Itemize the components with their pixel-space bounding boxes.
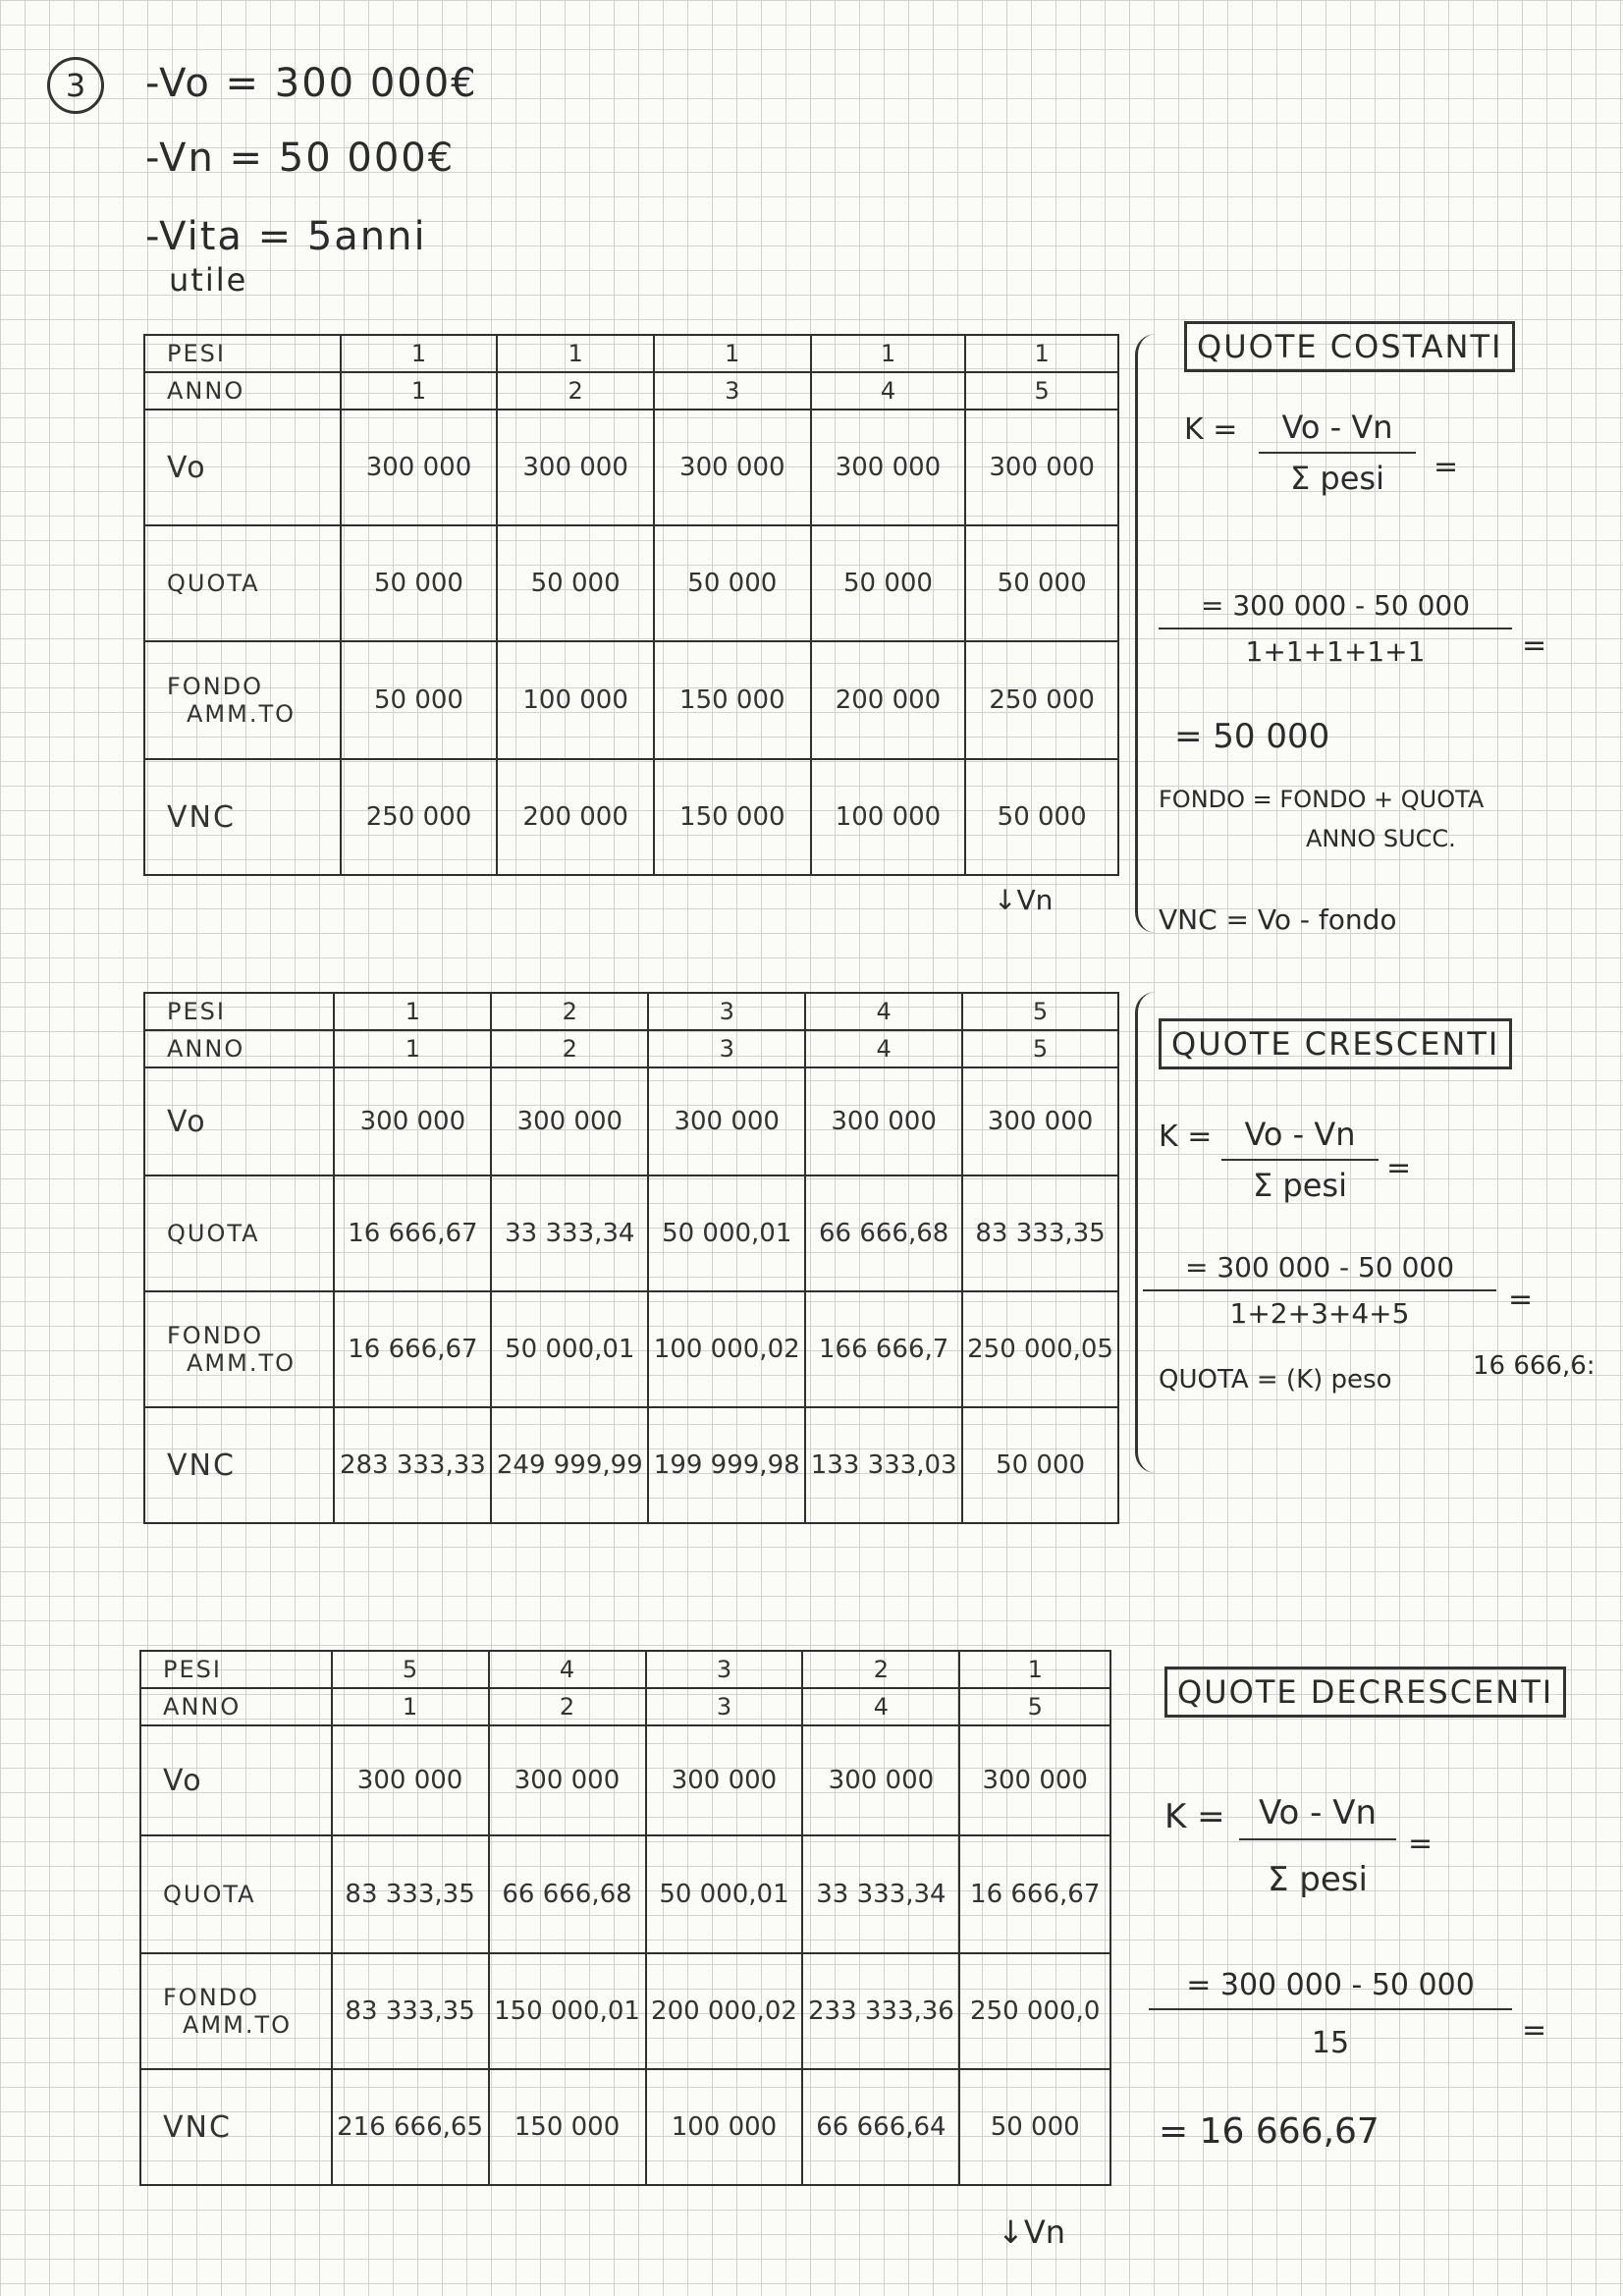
row-label <box>144 1291 334 1407</box>
title-crescenti <box>1159 1025 1512 1063</box>
k-denominator: Σ pesi <box>1253 1167 1347 1204</box>
row-pesi <box>140 1651 1110 1688</box>
fondo-label-2: AMM.TO <box>187 1349 297 1377</box>
cell: 1 <box>341 372 498 410</box>
row-label: ANNO <box>144 1030 334 1067</box>
k-eq: = <box>1434 450 1459 484</box>
row-pesi <box>144 335 1118 372</box>
cell: 1 <box>654 335 811 372</box>
table-quote-costanti <box>143 334 1119 876</box>
k-numerator: Vo - Vn <box>1244 1116 1356 1153</box>
sub-eq: = <box>1522 2013 1547 2048</box>
cell: 5 <box>959 1688 1110 1725</box>
sub-fraction <box>1159 589 1512 668</box>
cell: 1 <box>334 993 491 1030</box>
row-label: VNC <box>144 1407 334 1523</box>
arrow-label: Vn <box>1016 884 1054 916</box>
cell: 300 000 <box>654 410 811 525</box>
cell: 100 000,02 <box>648 1291 805 1407</box>
cell: 2 <box>489 1688 646 1725</box>
fraction-bar <box>1259 452 1416 454</box>
vn-given: -Vn = 50 000€ <box>145 136 456 181</box>
cell: 233 333,36 <box>802 1953 959 2069</box>
k-result: = 16 666,67 <box>1159 2111 1380 2152</box>
table-quote-crescenti <box>143 992 1119 1524</box>
cell: 50 000 <box>965 525 1118 641</box>
cell: 199 999,98 <box>648 1407 805 1523</box>
row-anno <box>144 1030 1118 1067</box>
cell: 300 000 <box>341 410 498 525</box>
row-fondo <box>144 641 1118 759</box>
fraction-bar <box>1239 1838 1396 1840</box>
cell: 50 000 <box>341 641 498 759</box>
note-fondo: FONDO = FONDO + QUOTA <box>1159 786 1485 813</box>
row-quota <box>144 1175 1118 1291</box>
row-label: VNC <box>140 2069 332 2185</box>
row-fondo <box>144 1291 1118 1407</box>
cell: 166 666,7 <box>805 1291 962 1407</box>
cell: 1 <box>959 1651 1110 1688</box>
fondo-label-2: AMM.TO <box>187 700 297 728</box>
cell: 50 000 <box>959 2069 1110 2185</box>
cell: 200 000 <box>497 759 654 875</box>
cell: 50 000 <box>962 1407 1118 1523</box>
cell: 250 000,05 <box>962 1291 1118 1407</box>
row-label: PESI <box>140 1651 332 1688</box>
cell: 300 000 <box>332 1725 489 1835</box>
row-v0 <box>144 1067 1118 1175</box>
cell: 2 <box>491 993 648 1030</box>
row-label: QUOTA <box>144 525 341 641</box>
cell: 50 000,01 <box>646 1835 803 1953</box>
cell: 50 000 <box>341 525 498 641</box>
down-arrow-icon: ↓ <box>994 884 1017 916</box>
arrow-vn-3 <box>998 2214 1065 2251</box>
cell: 50 000 <box>811 525 966 641</box>
cell: 4 <box>811 372 966 410</box>
cell: 133 333,03 <box>805 1407 962 1523</box>
cell: 300 000 <box>802 1725 959 1835</box>
k-fraction <box>1221 1116 1379 1204</box>
vita-given-2: utile <box>169 261 248 299</box>
fraction-bar <box>1159 628 1512 629</box>
cell: 1 <box>497 335 654 372</box>
arrow-label: Vn <box>1023 2214 1065 2251</box>
cell: 1 <box>334 1030 491 1067</box>
cell: 300 000 <box>491 1067 648 1175</box>
cell: 300 000 <box>805 1067 962 1175</box>
cell: 150 000 <box>654 641 811 759</box>
cell: 300 000 <box>811 410 966 525</box>
cell: 200 000,02 <box>646 1953 803 2069</box>
title-decrescenti-text: QUOTE DECRESCENTI <box>1164 1667 1566 1718</box>
arrow-vn-1 <box>994 884 1053 916</box>
cell: 100 000 <box>811 759 966 875</box>
cell: 4 <box>489 1651 646 1688</box>
row-anno <box>140 1688 1110 1725</box>
fondo-label-1: FONDO <box>163 1984 260 2011</box>
fondo-label-2: AMM.TO <box>183 2011 293 2039</box>
table-quote-decrescenti <box>139 1650 1111 2186</box>
cell: 2 <box>802 1651 959 1688</box>
row-v0 <box>140 1725 1110 1835</box>
cell: 5 <box>962 993 1118 1030</box>
cell: 5 <box>962 1030 1118 1067</box>
fondo-label-1: FONDO <box>167 1322 264 1349</box>
brace-crescenti <box>1135 992 1156 1473</box>
cell: 16 666,67 <box>334 1175 491 1291</box>
cell: 16 666,67 <box>959 1835 1110 1953</box>
cell: 50 000 <box>965 759 1118 875</box>
quota-value: 16 666,6: <box>1473 1351 1596 1381</box>
title-costanti-text: QUOTE COSTANTI <box>1184 321 1515 372</box>
cell: 50 000,01 <box>648 1175 805 1291</box>
cell: 100 000 <box>497 641 654 759</box>
k-fraction <box>1239 1793 1396 1899</box>
cell: 50 000 <box>654 525 811 641</box>
cell: 5 <box>965 372 1118 410</box>
fraction-bar <box>1143 1289 1496 1291</box>
row-v0 <box>144 410 1118 525</box>
cell: 2 <box>491 1030 648 1067</box>
cell: 1 <box>332 1688 489 1725</box>
exercise-number <box>47 57 104 114</box>
row-label: Vo <box>144 410 341 525</box>
sub-numerator: = 300 000 - 50 000 <box>1200 589 1471 622</box>
cell: 3 <box>648 993 805 1030</box>
cell: 83 333,35 <box>332 1953 489 2069</box>
row-anno <box>144 372 1118 410</box>
row-fondo <box>140 1953 1110 2069</box>
k-numerator: Vo - Vn <box>1258 1793 1378 1832</box>
k-result: = 50 000 <box>1174 717 1330 756</box>
cell: 83 333,35 <box>332 1835 489 1953</box>
cell: 300 000 <box>648 1067 805 1175</box>
row-quota <box>144 525 1118 641</box>
cell: 83 333,35 <box>962 1175 1118 1291</box>
title-costanti <box>1184 328 1515 365</box>
row-label: ANNO <box>144 372 341 410</box>
row-label <box>144 641 341 759</box>
cell: 3 <box>648 1030 805 1067</box>
cell: 150 000 <box>489 2069 646 2185</box>
title-decrescenti <box>1164 1673 1566 1711</box>
cell: 150 000 <box>654 759 811 875</box>
cell: 2 <box>497 372 654 410</box>
sub-denominator: 1+2+3+4+5 <box>1229 1297 1410 1330</box>
row-label: PESI <box>144 993 334 1030</box>
cell: 1 <box>341 335 498 372</box>
cell: 4 <box>802 1688 959 1725</box>
fondo-label-1: FONDO <box>167 673 264 700</box>
cell: 150 000,01 <box>489 1953 646 2069</box>
k-lhs: K = <box>1184 412 1238 447</box>
vita-given: -Vita = 5anni <box>145 214 427 259</box>
cell: 33 333,34 <box>802 1835 959 1953</box>
cell: 4 <box>805 1030 962 1067</box>
row-vnc <box>144 1407 1118 1523</box>
k-lhs: K = <box>1164 1797 1225 1836</box>
row-label: QUOTA <box>144 1175 334 1291</box>
row-vnc <box>140 2069 1110 2185</box>
sub-fraction <box>1149 1968 1512 2060</box>
sub-denominator: 15 <box>1311 2026 1350 2060</box>
cell: 249 999,99 <box>491 1407 648 1523</box>
v0-given: -Vo = 300 000€ <box>145 61 478 106</box>
cell: 4 <box>805 993 962 1030</box>
brace-costanti <box>1135 334 1156 933</box>
row-label: VNC <box>144 759 341 875</box>
row-label: Vo <box>144 1067 334 1175</box>
cell: 1 <box>811 335 966 372</box>
note-anno-succ: ANNO SUCC. <box>1306 825 1456 852</box>
cell: 300 000 <box>962 1067 1118 1175</box>
k-eq: = <box>1408 1827 1434 1861</box>
row-label: Vo <box>140 1725 332 1835</box>
note-vnc: VNC = Vo - fondo <box>1159 903 1397 936</box>
row-label: QUOTA <box>140 1835 332 1953</box>
cell: 300 000 <box>646 1725 803 1835</box>
k-denominator: Σ pesi <box>1290 460 1384 497</box>
cell: 1 <box>965 335 1118 372</box>
cell: 250 000,0 <box>959 1953 1110 2069</box>
row-label <box>140 1953 332 2069</box>
cell: 66 666,68 <box>489 1835 646 1953</box>
quota-formula: QUOTA = (K) peso <box>1159 1365 1392 1394</box>
cell: 5 <box>332 1651 489 1688</box>
k-denominator: Σ pesi <box>1268 1860 1368 1899</box>
cell: 300 000 <box>959 1725 1110 1835</box>
row-pesi <box>144 993 1118 1030</box>
cell: 16 666,67 <box>334 1291 491 1407</box>
cell: 300 000 <box>489 1725 646 1835</box>
cell: 3 <box>646 1651 803 1688</box>
cell: 100 000 <box>646 2069 803 2185</box>
sub-numerator: = 300 000 - 50 000 <box>1184 1251 1455 1284</box>
cell: 300 000 <box>334 1067 491 1175</box>
title-crescenti-text: QUOTE CRESCENTI <box>1159 1018 1512 1069</box>
cell: 3 <box>646 1688 803 1725</box>
cell: 66 666,64 <box>802 2069 959 2185</box>
cell: 200 000 <box>811 641 966 759</box>
cell: 33 333,34 <box>491 1175 648 1291</box>
cell: 250 000 <box>341 759 498 875</box>
sub-fraction <box>1143 1251 1496 1330</box>
exercise-number-text: 3 <box>65 67 86 104</box>
row-label: PESI <box>144 335 341 372</box>
k-lhs: K = <box>1159 1120 1213 1154</box>
cell: 50 000 <box>497 525 654 641</box>
cell: 50 000,01 <box>491 1291 648 1407</box>
k-eq: = <box>1386 1151 1412 1185</box>
cell: 283 333,33 <box>334 1407 491 1523</box>
sub-eq: = <box>1522 629 1547 663</box>
row-vnc <box>144 759 1118 875</box>
cell: 3 <box>654 372 811 410</box>
cell: 300 000 <box>965 410 1118 525</box>
sub-denominator: 1+1+1+1+1 <box>1245 635 1426 668</box>
cell: 300 000 <box>497 410 654 525</box>
sub-eq: = <box>1508 1283 1534 1317</box>
row-quota <box>140 1835 1110 1953</box>
k-numerator: Vo - Vn <box>1281 409 1393 446</box>
cell: 66 666,68 <box>805 1175 962 1291</box>
row-label: ANNO <box>140 1688 332 1725</box>
fraction-bar <box>1221 1159 1379 1161</box>
cell: 250 000 <box>965 641 1118 759</box>
k-fraction <box>1259 409 1416 497</box>
fraction-bar <box>1149 2008 1512 2010</box>
cell: 216 666,65 <box>332 2069 489 2185</box>
down-arrow-icon: ↓ <box>998 2214 1024 2251</box>
sub-numerator: = 300 000 - 50 000 <box>1186 1968 1475 2002</box>
